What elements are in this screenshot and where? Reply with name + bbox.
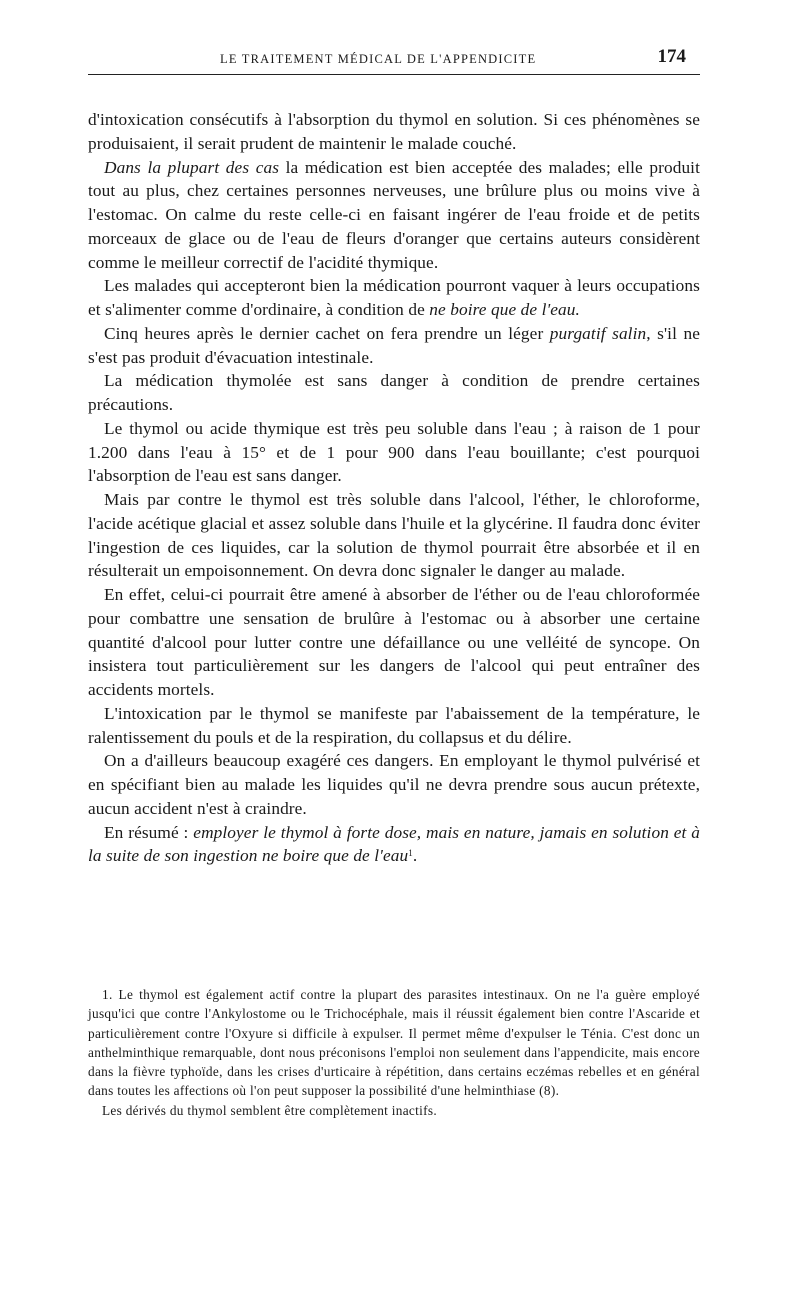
text-span: Cinq heures après le dernier cachet on fera prendre un léger [104,323,550,343]
italic-text: purgatif salin [549,323,647,343]
paragraph [88,274,700,322]
italic-text: Dans la plupart des cas [104,157,280,177]
text-span: , s'il ne s'est pas produit d'évacuation intestinale. [88,323,700,367]
text-span: Les malades qui accepteront bien la médication pourront vaquer à leurs occupations et s'alimenter comme d'ordinaire, à condition de [88,276,700,319]
running-title: LE TRAITEMENT MÉDICAL DE L'APPENDICITE [220,52,537,66]
paragraph: d'intoxication consécutifs à l'absorption du thymol en solution. Si ces phénomènes se produisaient, il serait prudent de maintenir le malade couché. [88,110,700,153]
page-number: 174 [657,46,686,67]
paragraph: La médication thymolée est sans danger à condition de prendre certaines précautions. [88,371,700,414]
paragraph: L'intoxication par le thymol se manifeste par l'abaissement de la température, le ralentissement du pouls et de la respiration, du collapsus et du délire. [88,703,700,747]
text-span: En résumé : [104,822,194,842]
paragraph [88,156,700,275]
footnote: 1. Le thymol est également actif contre la plupart des parasites intestinaux. On ne l'a guère employé jusqu'ici que contre l'Ankylostome ou le Trichocéphale, mais il réussit également bien contre l'Ascaride et particulièrement contre l'Oxyure si difficile à expulser. Il permet même d'expulser le Ténia. C'est donc un anthelminthique remarquable, dont nous préconisons l'emploi non seulement dans l'appendicite, mais encore dans la fièvre typhoïde, dans les crises d'urticaire à répétition, dans certains eczémas rebelles et en général dans toutes les affections où l'on peut supposer la possibilité d'une helminthiase (8). [88,987,700,1099]
paragraph [88,322,700,370]
paragraph: On a d'ailleurs beaucoup exagéré ces dangers. En employant le thymol pulvérisé et en spécifiant bien au malade les liquides qu'il ne devra prendre sous aucun prétexte, aucun accident n'est à craindre. [88,751,700,818]
footnotes [88,985,700,1120]
page-header [88,46,700,75]
paragraph: En effet, celui-ci pourrait être amené à absorber de l'éther ou de l'eau chloroformée pour combattre une sensation de brulûre à l'estomac ou à absorber une certaine quantité d'alcool pour lutter contre une défaillance ou une velléité de syncope. On insistera tout particulièrement sur les dangers de l'alcool qui peut entraîner des accidents mortels. [88,585,700,699]
main-text [88,108,700,868]
footnote-reference: 1 [408,848,413,859]
text-span: la médication est bien acceptée des malades; elle produit tout au plus, chez certaines personnes nerveuses, une brûlure plus ou moins vive à l'estomac. On calme du reste celle-ci en faisant ingérer de l'eau froide et de petits morceaux de glace ou de l'eau de fleurs d'oranger que certains auteurs considèrent comme le meilleur correctif de l'acidité thymique. [88,157,700,272]
paragraph: Mais par contre le thymol est très soluble dans l'alcool, l'éther, le chloroforme, l'acide acétique glacial et assez soluble dans l'huile et la glycérine. Il faudra donc éviter l'ingestion de ces liquides, car la solution de thymol pourrait être absorbée et il en résulterait un empoisonnement. On devra donc signaler le danger au malade. [88,490,700,581]
text-span: . [412,846,418,866]
italic-text: employer le thymol à forte dose, mais en nature, jamais en solution et à la suite de son ingestion ne boire que de l'eau [88,822,701,866]
footnote: Les dérivés du thymol semblent être complètement inactifs. [102,1102,437,1118]
paragraph: Le thymol ou acide thymique est très peu soluble dans l'eau ; à raison de 1 pour 1.200 dans l'eau à 15° et de 1 pour 900 dans l'eau bouillante; c'est pourquoi l'absorption de l'eau est sans danger. [88,418,700,486]
italic-text: ne boire que de l'eau. [429,300,580,319]
paragraph [88,821,700,869]
